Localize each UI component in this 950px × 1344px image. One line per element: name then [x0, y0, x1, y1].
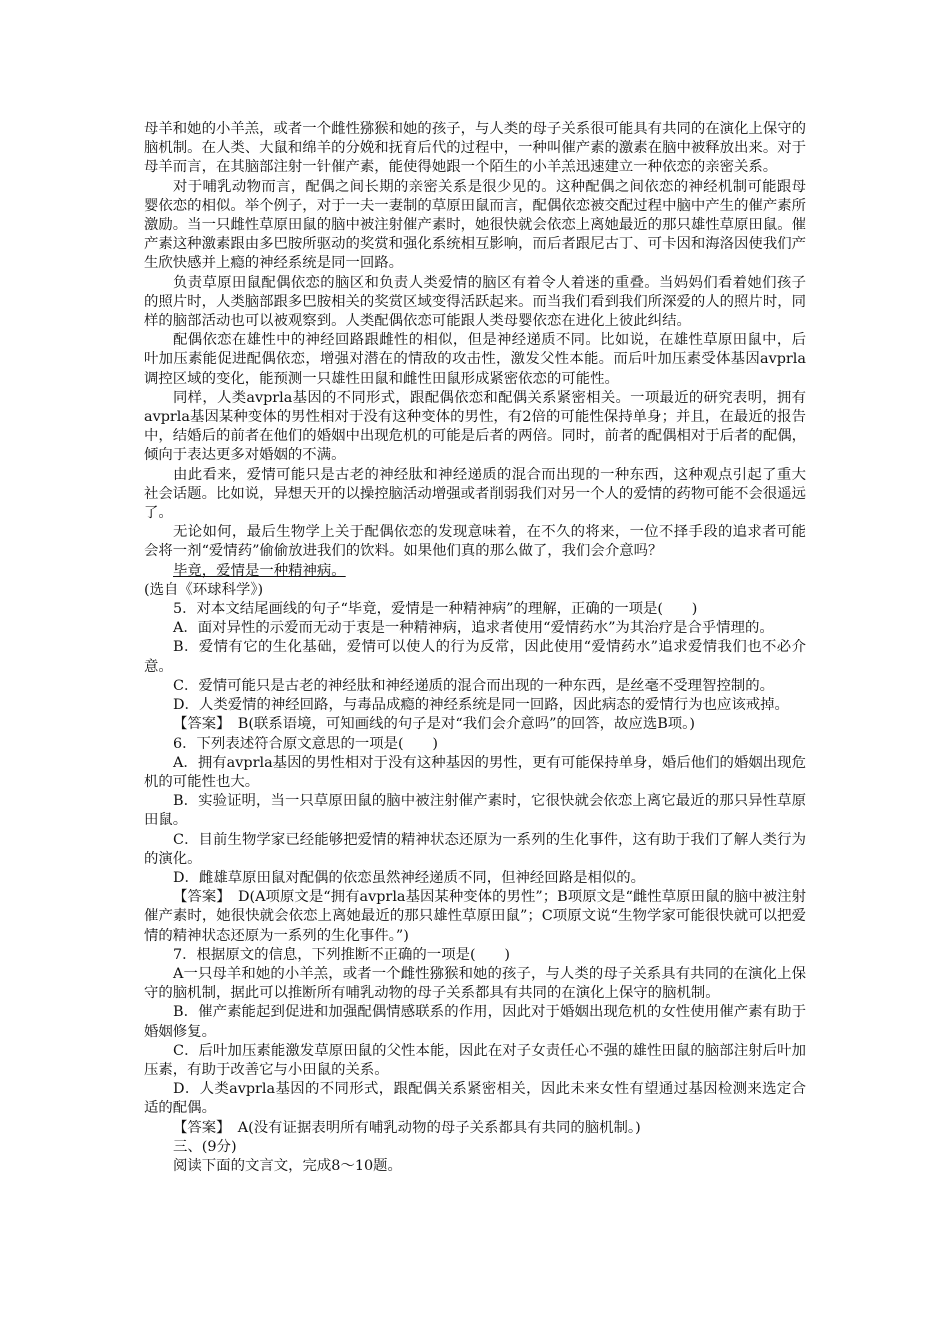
question-5-option-d: D．人类爱情的神经回路，与毒品成瘾的神经系统是同一回路，因此病态的爱情行为也应该戒掉。: [173, 697, 789, 714]
article-paragraph: 对于哺乳动物而言，配偶之间长期的亲密关系是很少见的。这种配偶之间依恋的神经机制可能跟母婴依恋的相似。举个例子，对于一夫一妻制的草原田鼠而言，配偶依恋被交配过程中脑中产生的催产素所激励。当一只雌性草原田鼠的脑中被注射催产素时，她很快就会依恋上离她最近的那只雄性草原田鼠。催产素这种激素跟由多巴胺所驱动的奖赏和强化系统相互影响，而后者跟尼古丁、可卡因和海洛因使我们产生欣快感并上瘾的神经系统是同一回路。: [144, 178, 806, 272]
article-paragraph: 由此看来，爱情可能只是古老的神经肽和神经递质的混合而出现的一种东西，这种观点引起了重大社会话题。比如说，异想天开的以操控脑活动增强或者削弱我们对另一个人的爱情的药物可能不会很遥远了。: [144, 466, 806, 522]
document-body: [144, 120, 806, 1176]
section-heading: 三、(9分): [173, 1138, 237, 1155]
question-6-option-c: C．目前生物学家已经能够把爱情的精神状态还原为一系列的生化事件，这有助于我们了解人类行为的演化。: [144, 831, 806, 867]
answer-tag: 【答案】: [173, 716, 224, 733]
section-instruction: 阅读下面的文言文，完成8～10题。: [173, 1157, 402, 1174]
article-paragraph: 配偶依恋在雄性中的神经回路跟雌性的相似，但是神经递质不同。比如说，在雄性草原田鼠中，后叶加压素能促进配偶依恋，增强对潜在的情敌的攻击性，激发父性本能。而后叶加压素受体基因avprla调控区域的变化，能预测一只雄性田鼠和雌性田鼠形成紧密依恋的可能性。: [144, 332, 806, 387]
question-5-option-a: A．面对异性的示爱而无动于衷是一种精神病，追求者使用“爱情药水”为其治疗是合乎情理的。: [173, 620, 774, 637]
answer-text: A(没有证据表明所有哺乳动物的母子关系都具有共同的脑机制。): [223, 1119, 641, 1136]
answer-text: D(A项原文是“拥有avprla基因某种变体的男性”；B项原文是“雌性草原田鼠的脑中被注射催产素时，她很快就会依恋上离她最近的那只雄性草原田鼠”；C项原文说“生物学家可能很快就可以把爱情的精神状态还原为一系列的生化事件。”): [144, 889, 806, 944]
answer-tag: 【答案】: [173, 889, 224, 906]
article-paragraph: 同样，人类avprla基因的不同形式，跟配偶依恋和配偶关系紧密相关。一项最近的研究表明，拥有avprla基因某种变体的男性相对于没有这种变体的男性，有2倍的可能性保持单身；并且，在最近的报告中，结婚后的前者在他们的婚姻中出现危机的可能是后者的两倍。同时，前者的配偶相对于后者的配偶，倾向于表达更多对婚姻的不满。: [144, 389, 806, 464]
underlined-text: 毕竟，爱情是一种精神病。: [173, 562, 346, 579]
answer-tag: 【答案】: [173, 1119, 224, 1136]
question-6-option-b: B．实验证明，当一只草原田鼠的脑中被注射催产素时，它很快就会依恋上离它最近的那只异性草原田鼠。: [144, 793, 806, 829]
question-7-option-a: A一只母羊和她的小羊羔，或者一个雌性猕猴和她的孩子，与人类的母子关系具有共同的在演化上保守的脑机制，据此可以推断所有哺乳动物的母子关系都具有共同的在演化上保守的脑机制。: [144, 965, 806, 1002]
question-6-stem: 6．下列表述符合原文意思的一项是( ): [173, 735, 439, 752]
underlined-sentence: [144, 562, 806, 581]
question-7-stem: 7．根据原文的信息，下列推断不正确的一项是( ): [173, 946, 510, 963]
question-7-answer: [144, 1119, 806, 1138]
question-5-option-b: B．爱情有它的生化基础，爱情可以使人的行为反常，因此使用“爱情药水”追求爱情我们也不必介意。: [144, 639, 806, 675]
question-7-option-c: C．后叶加压素能激发草原田鼠的父性本能，因此在对子女责任心不强的雄性田鼠的脑部注射后叶加压素，有助于改善它与小田鼠的关系。: [144, 1042, 806, 1078]
question-5-option-c: C．爱情可能只是古老的神经肽和神经递质的混合而出现的一种东西，是丝毫不受理智控制的。: [173, 677, 775, 694]
question-5-answer: [144, 715, 806, 734]
answer-text: B(联系语境，可知画线的句子是对“我们会介意吗”的回答，故应选B项。): [223, 716, 695, 733]
question-6-answer: [144, 888, 806, 946]
article-paragraph: 无论如何，最后生物学上关于配偶依恋的发现意味着，在不久的将来，一位不择手段的追求者可能会将一剂“爱情药”偷偷放进我们的饮料。如果他们真的那么做了，我们会介意吗？: [144, 524, 806, 560]
question-6-option-d: D．雌雄草原田鼠对配偶的依恋虽然神经递质不同，但神经回路是相似的。: [173, 869, 646, 886]
question-6-option-a: A．拥有avprla基因的男性相对于没有这种基因的男性，更有可能保持单身，婚后他们的婚姻出现危机的可能性也大。: [144, 754, 806, 790]
article-source: (选自《环球科学》): [144, 581, 264, 598]
question-5-stem: 5．对本文结尾画线的句子“毕竟，爱情是一种精神病”的理解，正确的一项是( ): [173, 601, 698, 618]
question-7-option-b: B．催产素能起到促进和加强配偶情感联系的作用，因此对于婚姻出现危机的女性使用催产素有助于婚姻修复。: [144, 1004, 806, 1040]
article-paragraph: 母羊和她的小羊羔，或者一个雌性猕猴和她的孩子，与人类的母子关系很可能具有共同的在演化上保守的脑机制。在人类、大鼠和绵羊的分娩和抚育后代的过程中，一种叫催产素的激素在脑中被释放出来。对于母羊而言，在其脑部注射一针催产素，能使得她跟一个陌生的小羊羔迅速建立一种依恋的亲密关系。: [144, 121, 806, 176]
article-paragraph: 负责草原田鼠配偶依恋的脑区和负责人类爱情的脑区有着令人着迷的重叠。当妈妈们看着她们孩子的照片时，人类脑部跟多巴胺相关的奖赏区域变得活跃起来。而当我们看到我们所深爱的人的照片时，同样的脑部活动也可以被观察到。人类配偶依恋可能跟人类母婴依恋在进化上彼此纠结。: [144, 274, 806, 330]
question-7-option-d: D．人类avprla基因的不同形式，跟配偶关系紧密相关，因此未来女性有望通过基因检测来选定合适的配偶。: [144, 1081, 806, 1117]
